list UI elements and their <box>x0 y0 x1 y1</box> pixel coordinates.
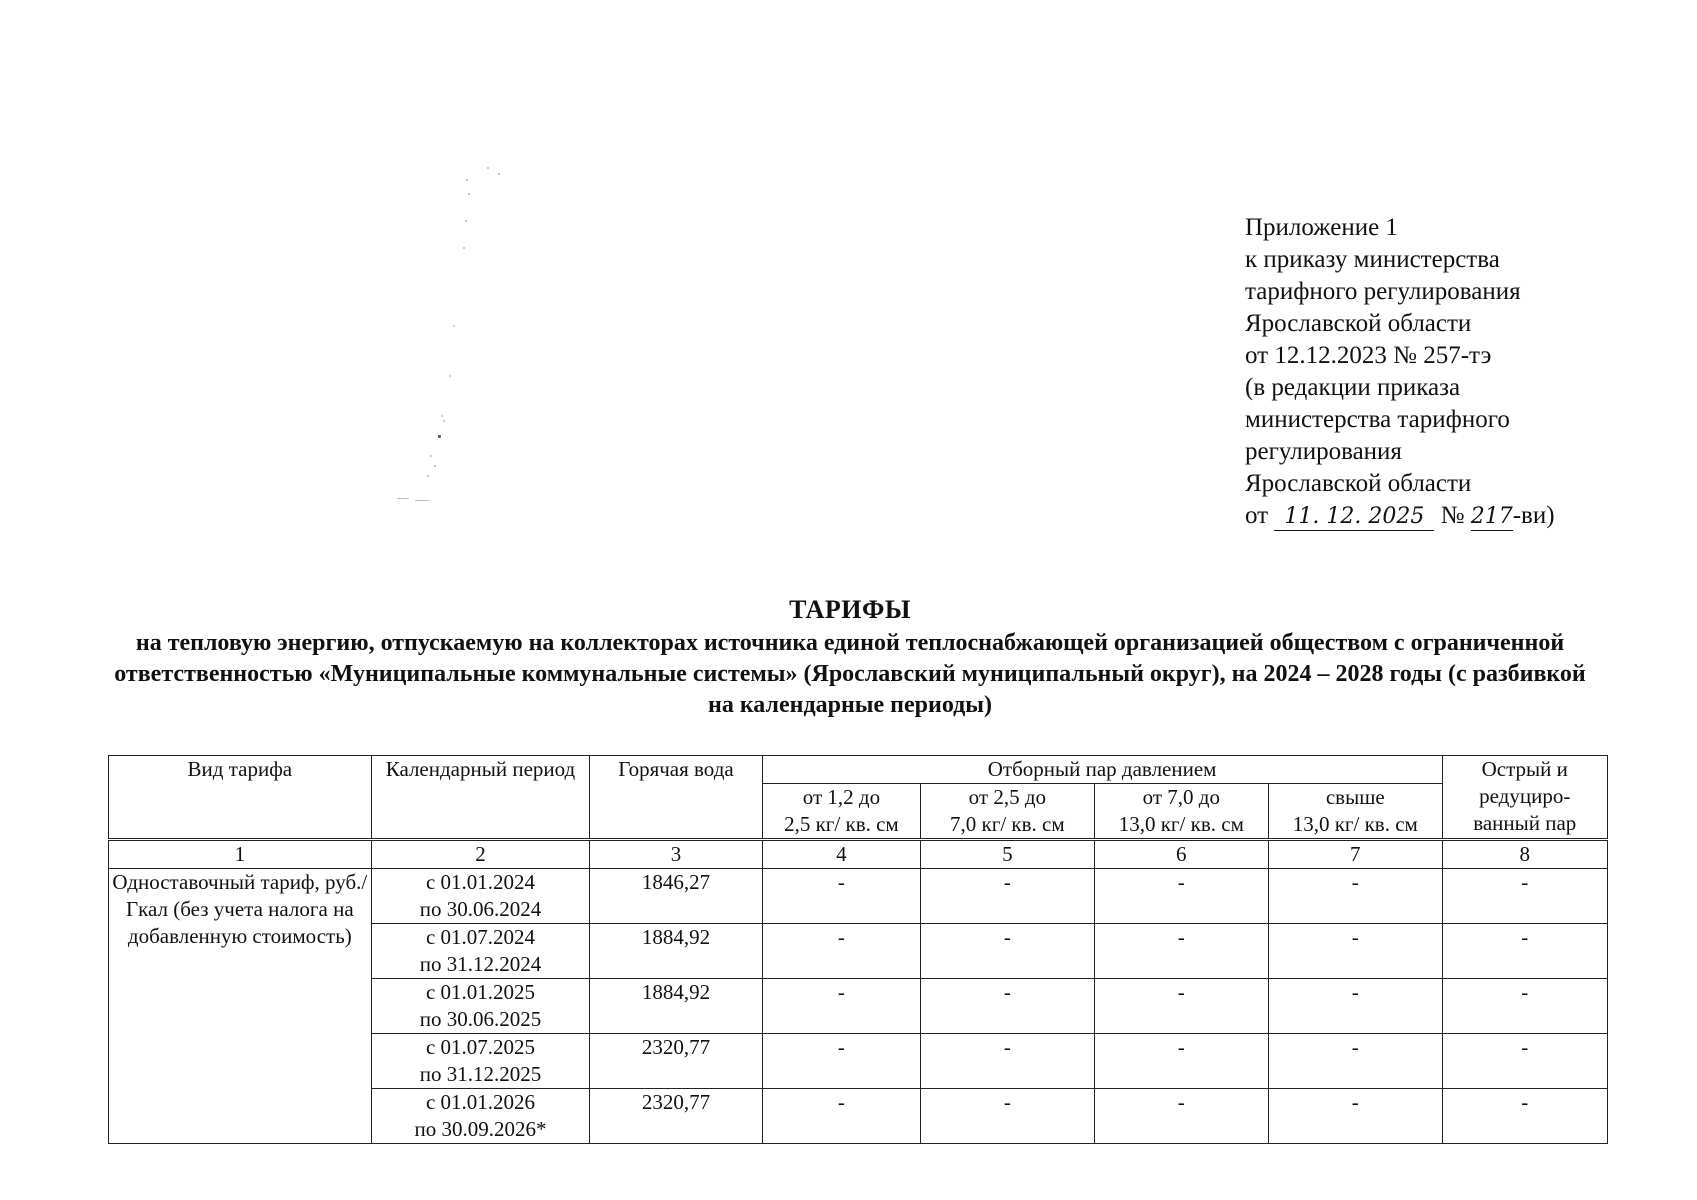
steam-2-value: - <box>921 979 1094 1034</box>
column-number-row <box>109 840 1608 869</box>
appendix-line: Ярославской области <box>1245 470 1472 497</box>
handwritten-date: 11. 12. 2025 <box>1274 504 1434 531</box>
header-sharp-line: ванный пар <box>1473 811 1577 835</box>
header-steam-1 <box>762 784 920 840</box>
hot-water-value: 2320,77 <box>590 1034 762 1089</box>
period-from: с 01.07.2024 <box>425 925 536 949</box>
header-steam-3 <box>1094 784 1268 840</box>
column-number: 4 <box>762 840 920 869</box>
steam-2-value: - <box>921 869 1094 924</box>
header-period: Календарный период <box>371 756 590 840</box>
header-steam-line: 2,5 кг/ кв. см <box>784 812 899 836</box>
header-steam-4 <box>1269 784 1442 840</box>
steam-1-value: - <box>762 979 920 1034</box>
table-row <box>109 869 1608 924</box>
number-sign: № <box>1440 502 1465 529</box>
period-to: по 31.12.2025 <box>419 1062 542 1086</box>
document-title <box>100 594 1600 721</box>
column-number: 5 <box>921 840 1094 869</box>
column-number: 3 <box>590 840 762 869</box>
appendix-line: Ярославской области <box>1245 310 1472 337</box>
appendix-line: (в редакции приказа <box>1245 374 1461 401</box>
header-steam-line: свыше <box>1325 785 1385 809</box>
tariff-type-cell: Одноставочный тариф, руб./Гкал (без учета налога на добавленную стоимость) <box>109 869 372 1144</box>
period-cell <box>371 924 590 979</box>
handwritten-number: 217 <box>1470 504 1513 529</box>
steam-4-value: - <box>1269 924 1442 979</box>
order-suffix: -ви) <box>1512 502 1555 529</box>
sharp-steam-value: - <box>1442 869 1608 924</box>
header-steam-line: от 2,5 до <box>968 785 1047 809</box>
header-steam-line: от 7,0 до <box>1142 785 1220 809</box>
header-steam-line: 13,0 кг/ кв. см <box>1118 812 1244 836</box>
steam-3-value: - <box>1094 924 1268 979</box>
sharp-steam-value: - <box>1442 924 1608 979</box>
steam-4-value: - <box>1269 1089 1442 1144</box>
scan-artifacts <box>405 165 535 505</box>
steam-4-value: - <box>1269 979 1442 1034</box>
steam-2-value: - <box>921 1034 1094 1089</box>
appendix-line: от 12.12.2023 № 257-тэ <box>1245 342 1492 369</box>
header-hot-water: Горячая вода <box>590 756 762 840</box>
steam-1-value: - <box>762 1034 920 1089</box>
title-subtitle: на тепловую энергию, отпускаемую на коллекторах источника единой теплоснабжающей организацией обществом с ограниченной ответственностью «Муниципальные коммунальные системы» (Ярославский муниципальный округ), на 2024 – 2028 годы (с разбивкой на календарные периоды) <box>114 630 1586 718</box>
steam-1-value: - <box>762 1089 920 1144</box>
header-sharp-line: Острый и <box>1481 757 1568 781</box>
steam-2-value: - <box>921 1089 1094 1144</box>
table-header-row <box>109 756 1608 784</box>
period-cell <box>371 979 590 1034</box>
tariffs-table <box>108 755 1608 1144</box>
hot-water-value: 1884,92 <box>590 979 762 1034</box>
column-number: 7 <box>1269 840 1442 869</box>
header-sharp-steam <box>1442 756 1608 840</box>
period-cell <box>371 869 590 924</box>
steam-2-value: - <box>921 924 1094 979</box>
sharp-steam-value: - <box>1442 979 1608 1034</box>
steam-3-value: - <box>1094 1089 1268 1144</box>
header-steam-2 <box>921 784 1094 840</box>
appendix-order-line <box>1245 500 1665 532</box>
sharp-steam-value: - <box>1442 1089 1608 1144</box>
steam-3-value: - <box>1094 1034 1268 1089</box>
hot-water-value: 1884,92 <box>590 924 762 979</box>
appendix-line: регулирования <box>1245 438 1402 465</box>
hot-water-value: 2320,77 <box>590 1089 762 1144</box>
appendix-line: министерства тарифного <box>1245 406 1510 433</box>
steam-3-value: - <box>1094 869 1268 924</box>
header-steam-line: от 1,2 до <box>802 785 881 809</box>
period-from: с 01.01.2025 <box>425 980 536 1004</box>
sharp-steam-value: - <box>1442 1034 1608 1089</box>
header-steam-line: 7,0 кг/ кв. см <box>950 812 1065 836</box>
hot-water-value: 1846,27 <box>590 869 762 924</box>
period-cell <box>371 1089 590 1144</box>
appendix-header <box>1245 212 1665 532</box>
period-cell <box>371 1034 590 1089</box>
column-number: 2 <box>371 840 590 869</box>
steam-3-value: - <box>1094 979 1268 1034</box>
order-prefix: от <box>1245 502 1269 529</box>
period-to: по 30.06.2024 <box>419 897 542 921</box>
steam-4-value: - <box>1269 869 1442 924</box>
appendix-line: Приложение 1 <box>1245 214 1398 241</box>
steam-1-value: - <box>762 869 920 924</box>
period-from: с 01.01.2026 <box>425 1090 536 1114</box>
column-number: 1 <box>109 840 372 869</box>
steam-1-value: - <box>762 924 920 979</box>
header-sharp-line: редуциро- <box>1479 784 1571 808</box>
steam-4-value: - <box>1269 1034 1442 1089</box>
header-steam-line: 13,0 кг/ кв. см <box>1292 812 1418 836</box>
period-from: с 01.07.2025 <box>425 1035 536 1059</box>
title-main: ТАРИФЫ <box>789 595 911 624</box>
appendix-line: тарифного регулирования <box>1245 278 1521 305</box>
header-type: Вид тарифа <box>109 756 372 840</box>
appendix-line: к приказу министерства <box>1245 246 1500 273</box>
period-to: по 30.09.2026* <box>414 1117 547 1141</box>
column-number: 6 <box>1094 840 1268 869</box>
period-from: с 01.01.2024 <box>425 870 536 894</box>
period-to: по 31.12.2024 <box>419 952 542 976</box>
header-steam-group: Отборный пар давлением <box>762 756 1442 784</box>
period-to: по 30.06.2025 <box>419 1007 542 1031</box>
column-number: 8 <box>1442 840 1608 869</box>
